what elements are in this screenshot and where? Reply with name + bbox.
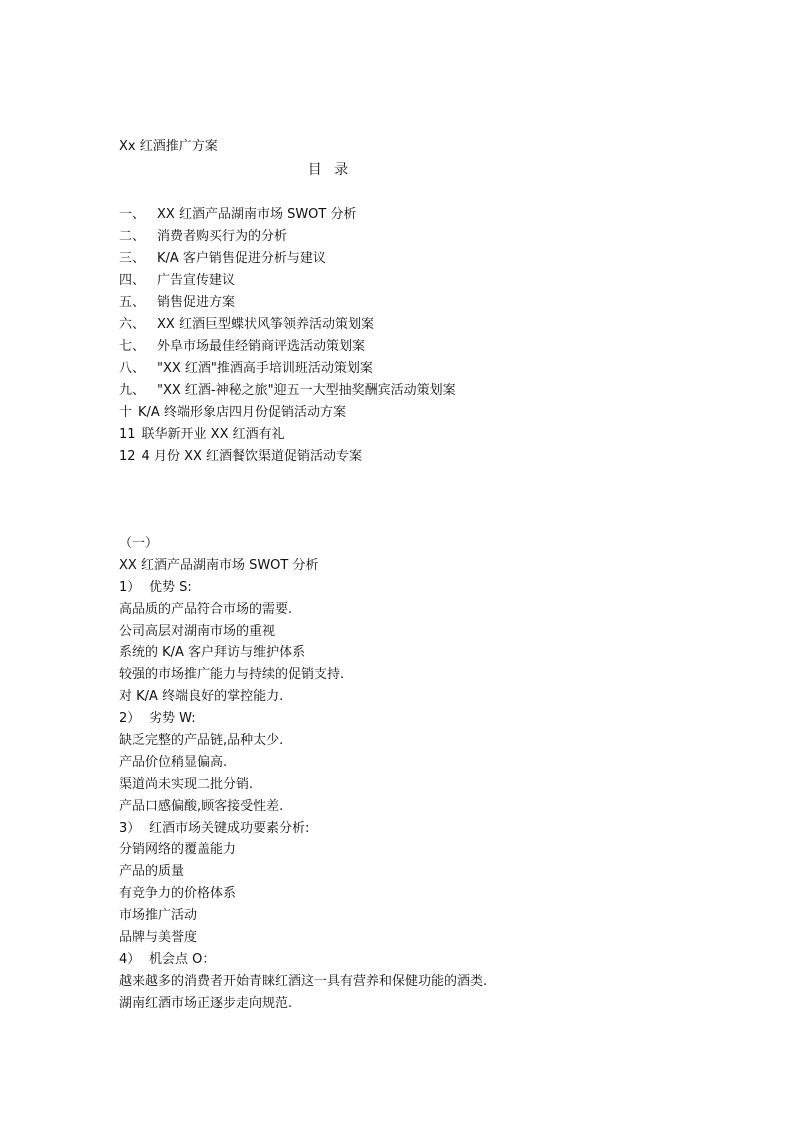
- section-body: [119, 577, 487, 1015]
- paragraph-line: 产品价位稍显偏高.: [119, 754, 228, 770]
- paragraph-line: 渠道尚未实现二批分销.: [119, 776, 254, 792]
- toc-item-text: XX 红酒产品湖南市场 SWOT 分析: [157, 207, 357, 222]
- toc-item-number: 十: [119, 405, 133, 420]
- subsection-heading: [119, 577, 487, 599]
- toc-item-text: XX 红酒巨型蝶状风筝领养活动策划案: [157, 317, 374, 332]
- subsection-title: 优势 S:: [149, 579, 192, 595]
- toc-item-text: K/A 终端形象店四月份促销活动方案: [138, 405, 346, 420]
- subsection-heading: [119, 708, 487, 730]
- subsection-heading: [119, 818, 487, 840]
- toc-item-number: 三、: [119, 251, 146, 266]
- toc-item-number: 一、: [119, 207, 146, 222]
- paragraph-line: 湖南红酒市场正逐步走向规范.: [119, 995, 293, 1011]
- paragraph-line: 有竞争力的价格体系: [119, 886, 237, 902]
- toc-item-text: 销售促进方案: [157, 295, 236, 310]
- toc-item-number: 五、: [119, 295, 146, 310]
- toc-item-text: 外阜市场最佳经销商评选活动策划案: [157, 339, 366, 354]
- toc-item: [119, 204, 456, 226]
- toc-item-number: 二、: [119, 229, 146, 244]
- toc-item-text: "XX 红酒"推酒高手培训班活动策划案: [157, 361, 373, 376]
- section-title: XX 红酒产品湖南市场 SWOT 分析: [119, 557, 319, 573]
- paragraph-line: 市场推广活动: [119, 908, 198, 924]
- toc-item: [119, 226, 456, 248]
- toc-item-number: 七、: [119, 339, 146, 354]
- paragraph-line: 缺乏完整的产品链,品种太少.: [119, 733, 284, 749]
- toc-item: [119, 358, 456, 380]
- subsection-title: 劣势 W:: [149, 711, 196, 727]
- paragraph-line: 越来越多的消费者开始青睐红酒这一具有营养和保健功能的酒类.: [119, 973, 488, 989]
- toc-heading: 目 录: [307, 162, 353, 178]
- paragraph-line: 产品的质量: [119, 864, 185, 880]
- paragraph-line: 品牌与美誉度: [119, 930, 198, 946]
- paragraph-line: 较强的市场推广能力与持续的促销支持.: [119, 667, 345, 683]
- subsection-title: 红酒市场关键成功要素分析:: [149, 820, 310, 836]
- subsection-heading: [119, 949, 487, 971]
- toc-item: [119, 380, 456, 402]
- toc-item-number: 四、: [119, 273, 146, 288]
- toc-item: [119, 248, 456, 270]
- subsection-number: 2）: [119, 711, 141, 727]
- toc-item-number: 六、: [119, 317, 146, 332]
- paragraph-line: 系统的 K/A 客户拜访与维护体系: [119, 645, 306, 661]
- toc-item: [119, 292, 456, 314]
- paragraph-line: 对 K/A 终端良好的掌控能力.: [119, 689, 284, 705]
- toc-item-text: 广告宣传建议: [157, 273, 236, 288]
- toc-item-number: 九、: [119, 383, 146, 398]
- toc-item: [119, 402, 456, 424]
- paragraph-line: 高品质的产品符合市场的需要.: [119, 601, 293, 617]
- section-marker: （一）: [119, 536, 159, 551]
- toc-item-number: 12: [119, 449, 136, 464]
- toc-item-text: 4 月份 XX 红酒餐饮渠道促销活动专案: [141, 449, 363, 464]
- document-title: Xx 红酒推广方案: [119, 139, 218, 154]
- paragraph-line: 公司高层对湖南市场的重视: [119, 623, 276, 639]
- toc-item: [119, 424, 456, 446]
- toc-item: [119, 446, 456, 468]
- toc-item: [119, 270, 456, 292]
- toc-item-text: 消费者购买行为的分析: [157, 229, 288, 244]
- subsection-title: 机会点 O：: [149, 951, 216, 967]
- paragraph-line: 分销网络的覆盖能力: [119, 842, 237, 858]
- toc-item-text: 联华新开业 XX 红酒有礼: [141, 427, 285, 442]
- toc-item-text: K/A 客户销售促进分析与建议: [157, 251, 326, 266]
- toc-item: [119, 314, 456, 336]
- swot-section: [119, 533, 487, 1015]
- table-of-contents: [119, 204, 456, 468]
- subsection-number: 4）: [119, 951, 141, 967]
- toc-item-number: 八、: [119, 361, 146, 376]
- toc-item-text: "XX 红酒-神秘之旅"迎五一大型抽奖酬宾活动策划案: [157, 383, 456, 398]
- subsection-number: 3）: [119, 820, 141, 836]
- paragraph-line: 产品口感偏酸,顾客接受性差.: [119, 798, 284, 814]
- toc-item: [119, 336, 456, 358]
- toc-item-number: 11: [119, 427, 136, 442]
- subsection-number: 1）: [119, 579, 141, 595]
